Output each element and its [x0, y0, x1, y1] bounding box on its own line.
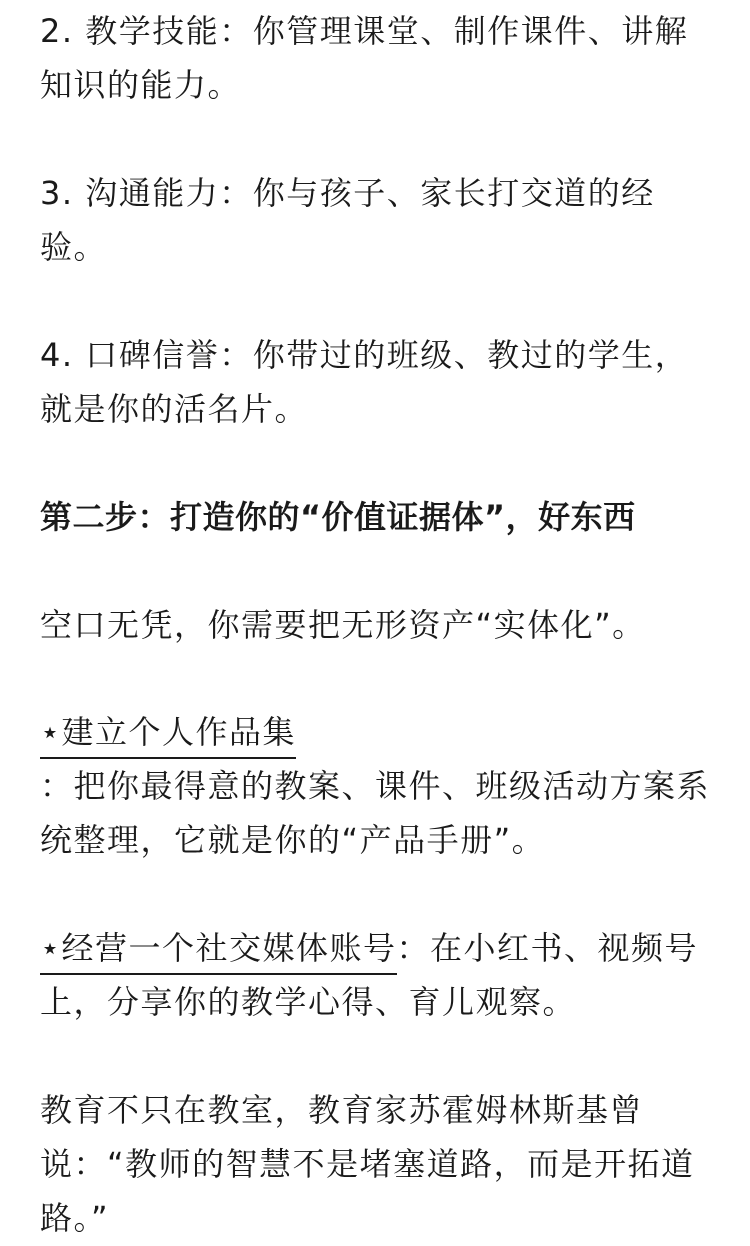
paragraph-reputation: 4. 口碑信誉：你带过的班级、教过的学生，就是你的活名片。: [40, 336, 689, 428]
social-media-body: ：在小红书、视频号上，分享你的教学心得、育儿观察。: [40, 929, 699, 1021]
article-body: [40, 0, 712, 1245]
social-media-title: ⋆经营一个社交媒体账号: [40, 923, 397, 975]
section-heading: 第二步：打造你的“价值证据体”，好东西: [40, 498, 636, 536]
social-media-item: [40, 921, 712, 1029]
paragraph-teaching-skills: 2. 教学技能：你管理课堂、制作课件、讲解知识的能力。: [40, 12, 689, 104]
paragraph-quote: 教育不只在教室，教育家苏霍姆林斯基曾说：“教师的智慧不是堵塞道路，而是开拓道路。”: [40, 1091, 695, 1237]
portfolio-title: ⋆建立个人作品集: [40, 707, 296, 759]
portfolio-item: [40, 706, 712, 759]
paragraph-communication: 3. 沟通能力：你与孩子、家长打交道的经验。: [40, 174, 655, 266]
portfolio-body: ：把你最得意的教案、课件、班级活动方案系统整理，它就是你的“产品手册”。: [40, 767, 711, 859]
paragraph-intro: 空口无凭，你需要把无形资产“实体化”。: [40, 606, 646, 644]
